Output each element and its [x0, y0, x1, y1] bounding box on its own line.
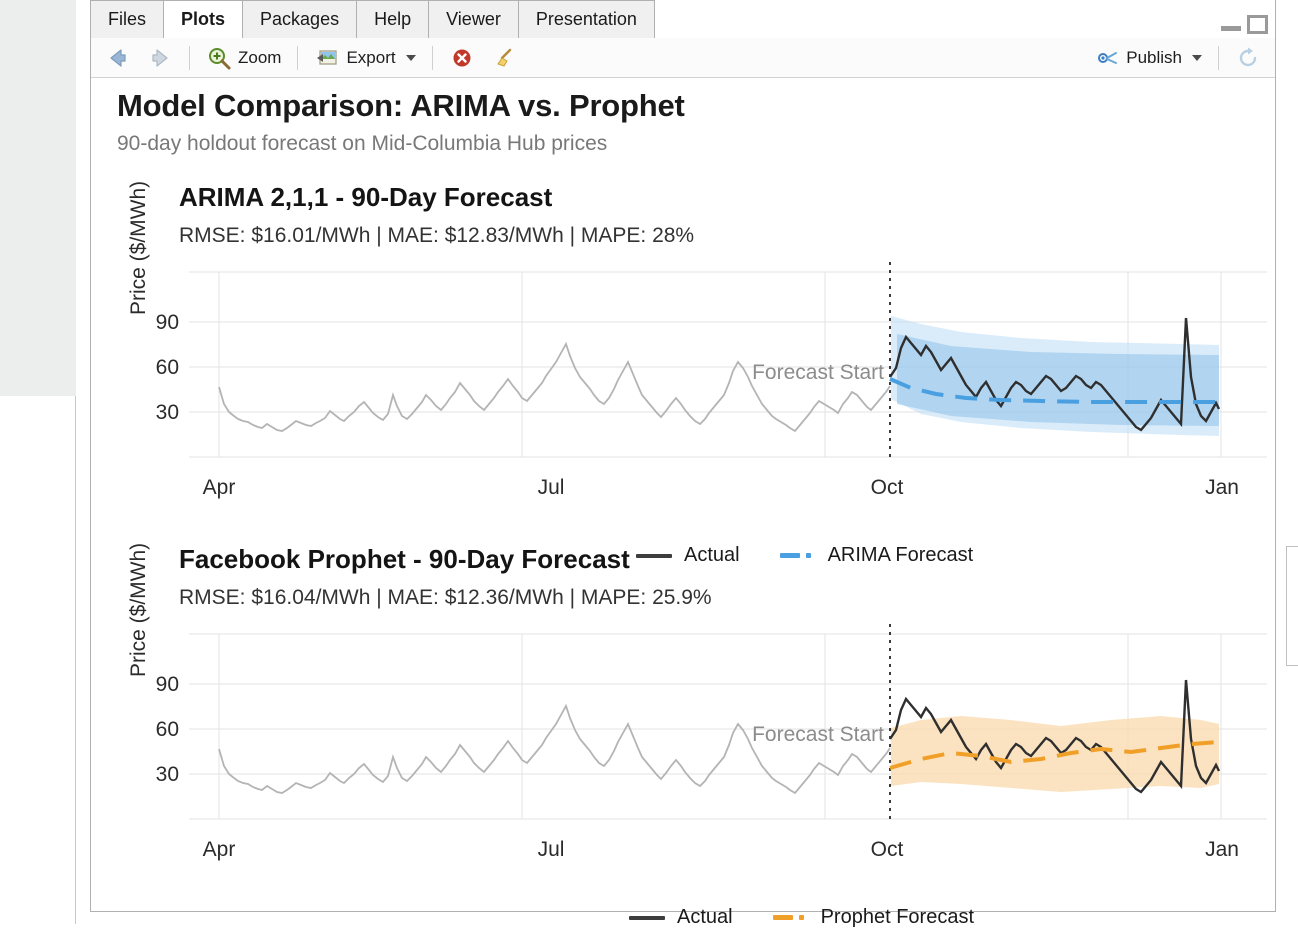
toolbar-separator-2 [297, 46, 298, 70]
legend-item-arima-forecast [780, 544, 974, 567]
svg-text:30: 30 [155, 763, 179, 786]
tab-packages[interactable] [242, 0, 357, 38]
zoom-label: Zoom [238, 47, 282, 67]
svg-text:Oct: Oct [870, 838, 904, 861]
prophet-panel-metrics: RMSE: $16.04/MWh | MAE: $12.36/MWh | MAPE: 25.9% [179, 586, 712, 609]
plots-toolbar [91, 38, 1275, 78]
legend-label-prophet-forecast: Prophet Forecast [820, 906, 975, 928]
tab-help[interactable] [356, 0, 429, 38]
vertical-scrollbar-thumb[interactable] [1286, 546, 1298, 666]
svg-text:Apr: Apr [202, 838, 236, 861]
toolbar-separator-4 [1218, 46, 1219, 70]
minimize-icon[interactable] [1221, 26, 1241, 31]
toolbar-separator-3 [432, 46, 433, 70]
legend-swatch-arima-forecast [780, 553, 816, 558]
svg-text:Jan: Jan [1205, 476, 1239, 499]
tab-help-label: Help [374, 9, 412, 29]
arrow-left-icon [105, 45, 131, 71]
svg-text:Jan: Jan [1205, 838, 1239, 861]
tab-files[interactable] [90, 0, 164, 38]
export-label: Export [346, 47, 396, 67]
legend-item-prophet-forecast [773, 906, 974, 929]
publish-icon [1094, 45, 1120, 71]
tab-plots[interactable] [163, 0, 243, 38]
refresh-icon [1235, 45, 1261, 71]
legend-item-actual [636, 544, 740, 567]
page-title: Model Comparison: ARIMA vs. Prophet [117, 88, 685, 123]
svg-text:Forecast Start: Forecast Start [752, 361, 884, 384]
publish-chevron-down-icon [1192, 55, 1202, 61]
svg-text:60: 60 [155, 718, 179, 741]
publish-button[interactable] [1086, 38, 1210, 78]
svg-text:90: 90 [155, 673, 179, 696]
prophet-chart-svg [91, 616, 1275, 886]
zoom-icon [206, 45, 232, 71]
left-gutter-bottom [0, 396, 76, 924]
svg-text:60: 60 [155, 356, 179, 379]
broom-icon [491, 45, 517, 71]
prophet-legend [629, 906, 974, 929]
legend-label-arima-forecast: ARIMA Forecast [827, 544, 974, 566]
legend-label-actual-2: Actual [677, 906, 733, 928]
chevron-down-icon [406, 55, 416, 61]
svg-text:Jul: Jul [537, 838, 565, 861]
back-button[interactable] [91, 38, 139, 78]
tab-viewer-label: Viewer [446, 9, 501, 29]
export-button[interactable] [306, 38, 423, 78]
tab-presentation-label: Presentation [535, 9, 637, 29]
legend-swatch-actual-2 [629, 916, 665, 920]
arima-y-axis-label: Price ($/MWh) [127, 180, 150, 315]
page-subtitle: 90-day holdout forecast on Mid-Columbia Hub prices [117, 132, 608, 155]
svg-text:Apr: Apr [202, 476, 236, 499]
legend-label-actual: Actual [684, 544, 740, 566]
left-gutter-top [0, 0, 76, 396]
svg-text:Oct: Oct [870, 476, 904, 499]
window-controls [1221, 15, 1268, 34]
tab-packages-label: Packages [260, 9, 340, 29]
tab-files-label: Files [108, 9, 147, 29]
svg-text:90: 90 [155, 311, 179, 334]
arrow-right-icon [147, 45, 173, 71]
legend-item-actual-2 [629, 906, 733, 929]
prophet-panel-title: Facebook Prophet - 90-Day Forecast [179, 544, 630, 574]
export-icon [314, 45, 340, 71]
tab-presentation[interactable] [518, 0, 655, 38]
zoom-button[interactable] [198, 38, 289, 78]
legend-swatch-prophet-forecast [773, 915, 809, 920]
pane-tab-bar [90, 0, 1276, 38]
publish-label: Publish [1126, 47, 1182, 67]
arima-panel-title: ARIMA 2,1,1 - 90-Day Forecast [179, 182, 553, 212]
arima-legend [636, 544, 973, 567]
legend-swatch-actual [636, 554, 672, 558]
prophet-y-axis-label: Price ($/MWh) [127, 542, 150, 677]
svg-text:Forecast Start: Forecast Start [752, 723, 884, 746]
svg-text:30: 30 [155, 401, 179, 424]
toolbar-separator-1 [189, 46, 190, 70]
refresh-button[interactable] [1227, 38, 1275, 78]
forward-button[interactable] [139, 38, 181, 78]
svg-text:Jul: Jul [537, 476, 565, 499]
plot-output-area [91, 79, 1275, 928]
remove-circle-icon [449, 45, 475, 71]
tab-plots-label: Plots [181, 9, 226, 29]
tab-viewer[interactable] [428, 0, 519, 38]
clear-plots-button[interactable] [483, 38, 525, 78]
arima-panel-metrics: RMSE: $16.01/MWh | MAE: $12.83/MWh | MAPE: 28% [179, 224, 695, 247]
left-gutter-divider [75, 396, 76, 924]
arima-chart-svg [91, 254, 1275, 524]
remove-plot-button[interactable] [441, 38, 483, 78]
maximize-icon[interactable] [1247, 15, 1268, 34]
